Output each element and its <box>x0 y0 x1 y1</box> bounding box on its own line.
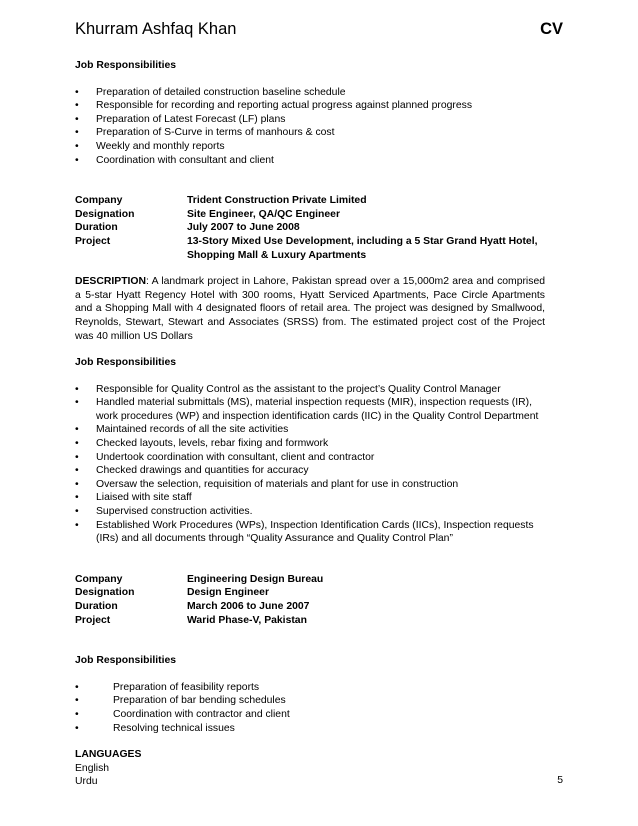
job-info-edb <box>75 573 545 627</box>
list-item: • Preparation of Latest Forecast (LF) plans <box>75 113 286 125</box>
page-header <box>75 20 563 42</box>
bullet-icon: • <box>75 127 79 139</box>
list-item: • Oversaw the selection, requisition of materials and plant for use in construction <box>75 478 459 490</box>
list-item: • Handled material submittals (MS), material inspection requests (MIR), inspection requests (IR), work procedures (WP) and inspection identification cards (IIC) in the Quality Control Department <box>75 397 539 422</box>
bullet-icon: • <box>75 397 79 409</box>
responsibility-list-2 <box>75 383 545 546</box>
list-item: • Resolving technical issues <box>75 722 235 734</box>
list-item: • Weekly and monthly reports <box>75 140 225 152</box>
bullet-icon: • <box>75 383 79 395</box>
bullet-icon: • <box>75 154 79 166</box>
bullet-icon: • <box>75 708 79 720</box>
project-label: Project <box>75 614 111 626</box>
designation-value: Site Engineer, QA/QC Engineer <box>187 208 341 220</box>
bullet-icon: • <box>75 681 79 693</box>
bullet-icon: • <box>75 492 79 504</box>
designation-value: Design Engineer <box>187 587 269 599</box>
cv-content <box>75 59 545 789</box>
list-item: • Preparation of bar bending schedules <box>75 695 286 707</box>
bullet-icon: • <box>75 140 79 152</box>
bullet-icon: • <box>75 113 79 125</box>
list-item: • Undertook coordination with consultant, client and contractor <box>75 451 375 463</box>
bullet-icon: • <box>75 86 79 98</box>
list-item: • Responsible for recording and reporting actual progress against planned progress <box>75 100 473 112</box>
list-item: • Liaised with site staff <box>75 492 192 504</box>
bullet-icon: • <box>75 465 79 477</box>
designation-label: Designation <box>75 587 135 599</box>
language-item: Urdu <box>75 776 98 788</box>
duration-label: Duration <box>75 222 118 234</box>
bullet-icon: • <box>75 506 79 518</box>
company-value: Trident Construction Private Limited <box>187 195 367 207</box>
job-responsibilities-heading: Job Responsibilities <box>75 60 177 71</box>
job-responsibilities-heading: Job Responsibilities <box>75 357 177 369</box>
languages-heading: LANGUAGES <box>75 749 142 761</box>
candidate-name: Khurram Ashfaq Khan <box>75 20 237 38</box>
bullet-icon: • <box>75 722 79 734</box>
project-description <box>75 275 545 343</box>
description-lead: DESCRIPTION <box>75 276 147 288</box>
bullet-icon: • <box>75 100 79 112</box>
description-text: : A landmark project in Lahore, Pakistan spread over a 15,000m2 area and comprised a 5-star Hyatt Regency Hotel with 300 rooms, Hyatt Serviced Apartments, Pace Circle Apartments and a Shopping Mall with 4 designated floors of retail area. The project was designed by Smallwood, Reynolds, Stewart, Stewart and Associates (SRSS) from. The estimated project cost of the Project was 40 million US Dollars <box>75 276 545 342</box>
list-item: • Preparation of detailed construction baseline schedule <box>75 86 346 98</box>
bullet-icon: • <box>75 438 79 450</box>
list-item: • Checked drawings and quantities for accuracy <box>75 465 309 477</box>
list-item: • Checked layouts, levels, rebar fixing and formwork <box>75 438 329 450</box>
responsibility-list-3 <box>75 681 545 735</box>
project-value: 13-Story Mixed Use Development, including a 5 Star Grand Hyatt Hotel, Shopping Mall & Luxury Apartments <box>187 235 538 261</box>
list-item: • Preparation of S-Curve in terms of manhours & cost <box>75 127 335 139</box>
job-responsibilities-heading: Job Responsibilities <box>75 655 177 667</box>
bullet-icon: • <box>75 478 79 490</box>
project-value: Warid Phase-V, Pakistan <box>187 614 307 626</box>
bullet-icon: • <box>75 424 79 436</box>
list-item: • Established Work Procedures (WPs), Inspection Identification Cards (IICs), Inspection requests (IRs) and all documents through “Quality Assurance and Quality Control Plan” <box>75 519 534 545</box>
responsibility-list-1 <box>75 86 545 168</box>
job-info-trident <box>75 194 545 262</box>
duration-value: July 2007 to June 2008 <box>187 222 300 234</box>
company-value: Engineering Design Bureau <box>187 573 324 585</box>
company-label: Company <box>75 573 123 585</box>
cv-label: CV <box>540 20 563 38</box>
company-label: Company <box>75 195 123 207</box>
list-item: • Responsible for Quality Control as the assistant to the project’s Quality Control Manager <box>75 383 501 395</box>
duration-value: March 2006 to June 2007 <box>187 601 310 612</box>
list-item: • Preparation of feasibility reports <box>75 681 260 693</box>
project-label: Project <box>75 235 111 247</box>
list-item: • Coordination with consultant and client <box>75 154 274 166</box>
list-item: • Coordination with contractor and client <box>75 708 290 720</box>
bullet-icon: • <box>75 695 79 707</box>
bullet-icon: • <box>75 519 79 531</box>
list-item: • Supervised construction activities. <box>75 506 253 518</box>
language-item: English <box>75 762 110 774</box>
duration-label: Duration <box>75 601 118 612</box>
bullet-icon: • <box>75 451 79 463</box>
list-item: • Maintained records of all the site activities <box>75 424 289 436</box>
designation-label: Designation <box>75 208 135 220</box>
page-number: 5 <box>557 775 563 786</box>
